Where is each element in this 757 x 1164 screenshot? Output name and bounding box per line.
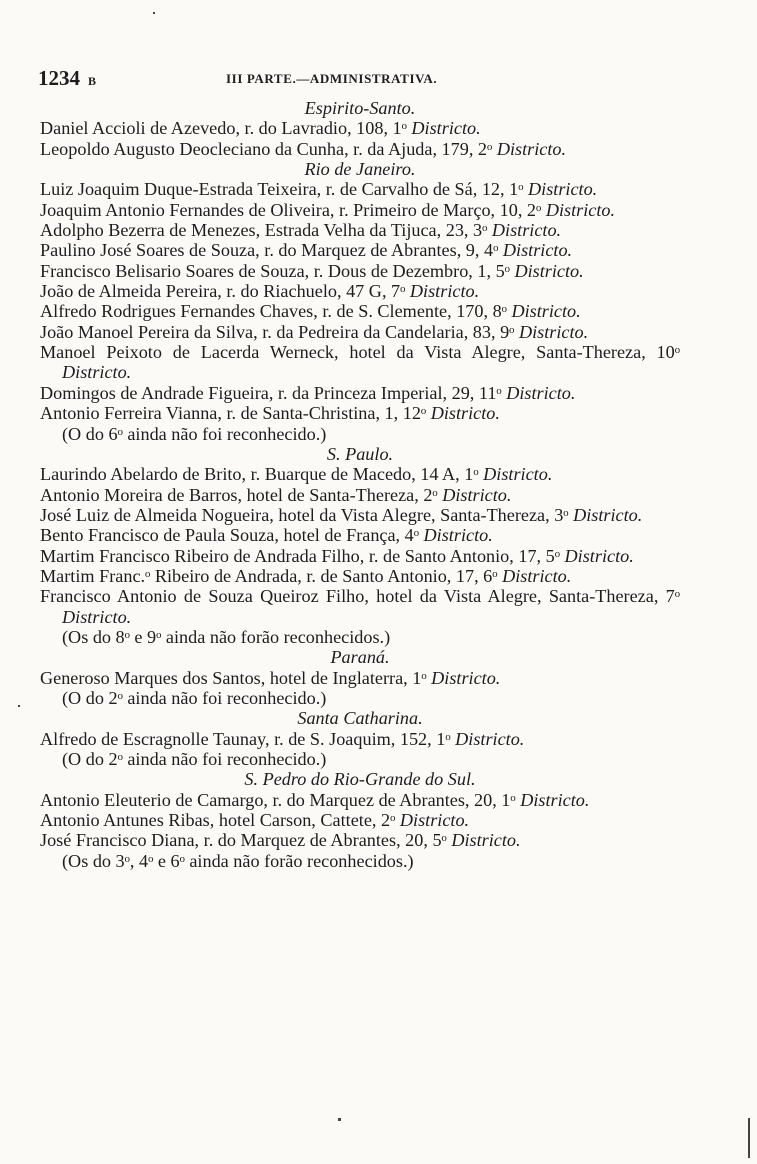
entry-text: Laurindo Abelardo de Brito, r. Buarque de Macedo, 14 A, 1ᵒ [40, 464, 479, 485]
entry-district: Districto. [491, 220, 562, 241]
section-title: Espirito-Santo. [304, 98, 416, 118]
entry-district: Districto. [455, 728, 525, 749]
entry-text: Domingos de Andrade Figueira, r. da Princeza Imperial, 29, 11ᵒ [40, 382, 502, 403]
entry-text: Antonio Moreira de Barros, hotel de Santa-Thereza, 2ᵒ [40, 484, 438, 505]
entry-text: Bento Francisco de Paula Souza, hotel de França, 4ᵒ [40, 525, 419, 546]
deputy-entry [40, 118, 680, 138]
deputy-entry [40, 546, 680, 566]
entry-district: Districto. [514, 260, 584, 281]
entry-text: João Manoel Pereira da Silva, r. da Pedreira da Candelaria, 83, 9ᵒ [40, 321, 515, 342]
entry-district: Districto. [545, 199, 616, 220]
entry-text: Adolpho Bezerra de Menezes, Estrada Velha da Tijuca, 23, 3ᵒ [40, 220, 488, 241]
entry-text: Alfredo de Escragnolle Taunay, r. de S. Joaquim, 152, 1ᵒ [40, 728, 451, 749]
entry-district: Districto. [62, 362, 132, 383]
entry-district: Districto. [409, 281, 480, 302]
deputy-entry [40, 403, 680, 423]
entry-text: Antonio Ferreira Vianna, r. de Santa-Christina, 1, 12ᵒ [40, 403, 427, 424]
entry-text: Antonio Antunes Ribas, hotel Carson, Cattete, 2ᵒ [40, 810, 396, 831]
deputy-entry [40, 830, 680, 850]
section-title: Santa Catharina. [297, 708, 423, 729]
deputy-entry [40, 586, 680, 627]
entry-district: Districto. [528, 179, 598, 200]
section-note: (O do 6ᵒ ainda não foi reconhecido.) [62, 423, 327, 444]
deputy-entry [40, 790, 680, 810]
entry-district: Districto. [506, 382, 576, 403]
entry-text: Daniel Accioli de Azevedo, r. do Lavradio, 108, 1ᵒ [40, 118, 407, 139]
entry-district: Districto. [573, 504, 643, 525]
entry-text: Generoso Marques dos Santos, hotel de Inglaterra, 1ᵒ [40, 667, 427, 688]
entry-district: Districto. [62, 606, 132, 627]
scan-speck [153, 12, 155, 14]
section-title: S. Paulo. [326, 443, 394, 464]
entry-text: Francisco Belisario Soares de Souza, r. Dous de Dezembro, 1, 5ᵒ [40, 260, 510, 281]
deputy-entry [40, 668, 680, 688]
section-note: (O do 2ᵒ ainda não foi reconhecido.) [62, 687, 327, 708]
deputy-entry [40, 301, 680, 321]
deputy-entry [40, 240, 680, 260]
entry-text: Paulino José Soares de Souza, r. do Marquez de Abrantes, 9, 4ᵒ [40, 240, 499, 261]
deputy-entry [40, 383, 680, 403]
section-note: (O do 2ᵒ ainda não foi reconhecido.) [62, 749, 327, 769]
page-body [40, 98, 680, 871]
deputy-entry [40, 485, 680, 505]
section-note: (Os do 8ᵒ e 9ᵒ ainda não forão reconhecidos.) [62, 626, 391, 647]
entry-text: José Francisco Diana, r. do Marquez de Abrantes, 20, 5ᵒ [40, 830, 447, 851]
scan-speck [338, 1118, 341, 1121]
entry-district: Districto. [430, 403, 500, 424]
deputy-entry [40, 810, 680, 830]
entry-text: Alfredo Rodrigues Fernandes Chaves, r. de S. Clemente, 170, 8ᵒ [40, 301, 507, 322]
running-head: III PARTE.—ADMINISTRATIVA. [226, 71, 438, 86]
entry-text: Francisco Antonio de Souza Queiroz Filho, hotel da Vista Alegre, Santa-Thereza, 7ᵒ [40, 586, 680, 607]
deputy-entry [40, 179, 680, 199]
deputy-entry [40, 139, 680, 159]
deputy-entry [40, 464, 680, 484]
section-title: S. Pedro do Rio-Grande do Sul. [244, 769, 476, 790]
entry-district: Districto. [431, 667, 501, 688]
deputy-entry [40, 281, 680, 301]
page-header [38, 66, 678, 94]
deputy-entry [40, 525, 680, 545]
deputy-entry [40, 505, 680, 525]
entry-text: Luiz Joaquim Duque-Estrada Teixeira, r. de Carvalho de Sá, 12, 1ᵒ [40, 179, 524, 200]
deputy-entry [40, 322, 680, 342]
deputy-entry [40, 261, 680, 281]
entry-text: Leopoldo Augusto Deocleciano da Cunha, r. da Ajuda, 179, 2ᵒ [40, 138, 493, 159]
entry-text: Martim Franc.ᵒ Ribeiro de Andrada, r. de Santo Antonio, 17, 6ᵒ [40, 565, 498, 586]
deputy-entry [40, 200, 680, 220]
entry-district: Districto. [411, 118, 481, 139]
entry-text: Joaquim Antonio Fernandes de Oliveira, r. Primeiro de Março, 10, 2ᵒ [40, 199, 542, 220]
entry-district: Districto. [520, 789, 590, 810]
entry-text: Martim Francisco Ribeiro de Andrada Filho, r. de Santo Antonio, 17, 5ᵒ [40, 545, 560, 566]
deputy-entry [40, 220, 680, 240]
entry-district: Districto. [423, 525, 493, 546]
page-number: 1234 B [38, 66, 97, 90]
section-title: Rio de Janeiro. [304, 159, 416, 180]
entry-text: Manoel Peixoto de Lacerda Werneck, hotel da Vista Alegre, Santa-Thereza, 10ᵒ [40, 342, 680, 363]
section-title: Paraná. [330, 647, 390, 668]
entry-text: Antonio Eleuterio de Camargo, r. do Marquez de Abrantes, 20, 1ᵒ [40, 789, 516, 810]
entry-text: João de Almeida Pereira, r. do Riachuelo, 47 G, 7ᵒ [40, 281, 406, 302]
entry-district: Districto. [502, 240, 573, 261]
deputy-entry [40, 729, 680, 749]
scan-speck [18, 705, 20, 707]
deputy-entry [40, 566, 680, 586]
entry-district: Districto. [564, 545, 634, 566]
section-note: (Os do 3ᵒ, 4ᵒ e 6ᵒ ainda não forão reconhecidos.) [62, 850, 414, 871]
entry-district: Districto. [483, 464, 553, 485]
entry-district: Districto. [496, 138, 567, 159]
entry-district: Districto. [451, 830, 521, 851]
entry-district: Districto. [518, 321, 589, 342]
scan-margin-line [748, 1118, 750, 1158]
entry-district: Districto. [502, 565, 572, 586]
entry-district: Districto. [511, 301, 581, 322]
entry-district: Districto. [399, 810, 470, 831]
entry-text: José Luiz de Almeida Nogueira, hotel da Vista Alegre, Santa-Thereza, 3ᵒ [40, 504, 569, 525]
entry-district: Districto. [442, 484, 512, 505]
deputy-entry [40, 342, 680, 383]
page-number-suffix: B [88, 74, 97, 88]
